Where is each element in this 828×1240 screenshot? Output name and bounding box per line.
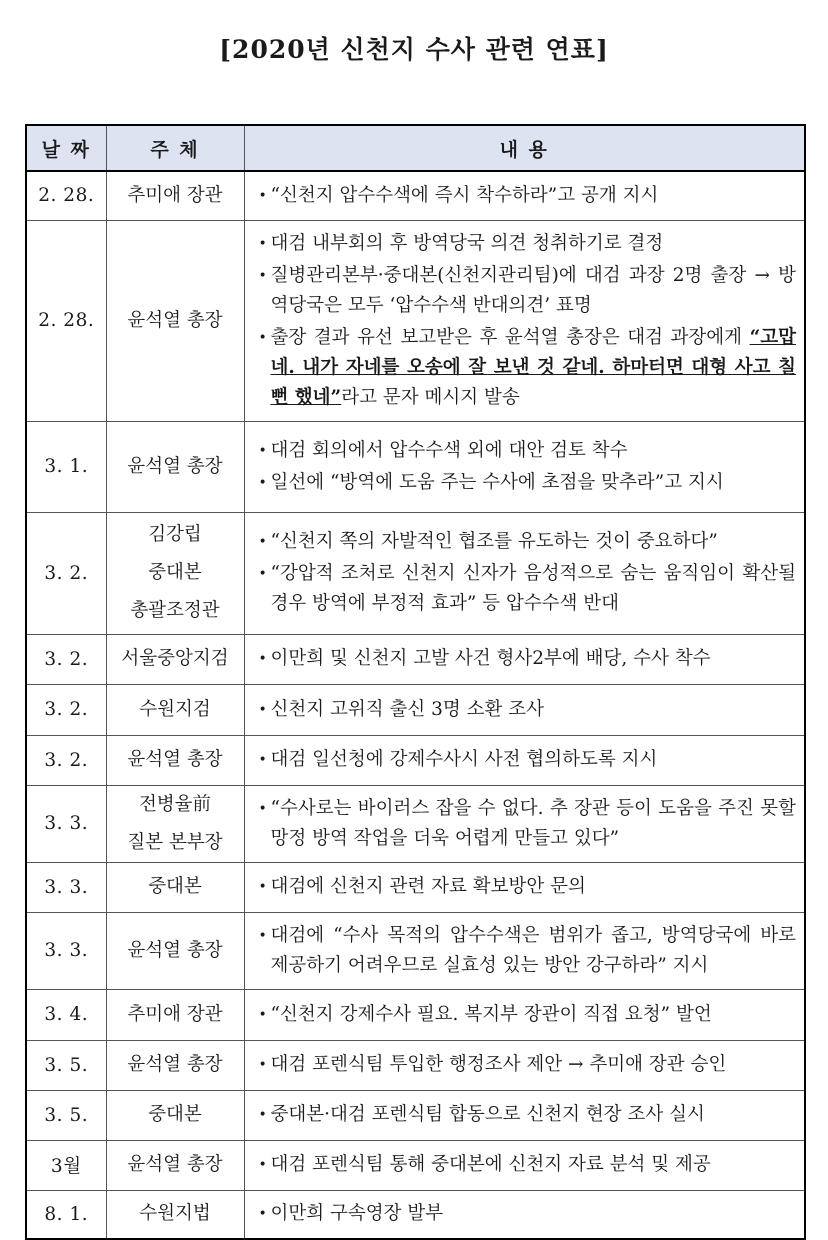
subject-cell	[106, 171, 244, 220]
table-row	[26, 1190, 805, 1239]
bullet-icon: •	[258, 187, 267, 204]
bullet-text-main: 출장 결과 유선 보고받은 후 윤석열 총장은 대검 과장에게	[270, 326, 750, 348]
content-cell	[244, 912, 805, 989]
content-bullet	[259, 695, 797, 725]
bullet-text-main: “신천지 강제수사 필요. 복지부 장관이 직접 요청” 발언	[270, 1003, 712, 1025]
bullet-text	[271, 1100, 797, 1130]
content-bullet	[259, 794, 797, 854]
subject-cell	[106, 1040, 244, 1090]
subject-line: 추미애 장관	[127, 184, 223, 206]
content-cell	[244, 220, 805, 421]
subject-cell	[106, 1140, 244, 1190]
bullet-icon: •	[258, 235, 267, 252]
date-cell: 3. 2.	[26, 512, 106, 634]
content-cell	[244, 634, 805, 684]
table-row	[26, 634, 805, 684]
table-row	[26, 735, 805, 785]
content-bullet	[259, 261, 797, 321]
bullet-text-main: 대검 포렌식팀 통해 중대본에 신천지 자료 분석 및 제공	[270, 1154, 711, 1175]
bullet-icon: •	[258, 566, 267, 582]
table-row	[26, 220, 805, 421]
bullet-text-main: 대검 내부회의 후 방역당국 의견 청취하기로 결정	[270, 232, 664, 254]
table-row	[26, 989, 805, 1040]
bullet-text	[271, 468, 797, 498]
bullet-text-main: 이만희 및 신천지 고발 사건 형사2부에 배당, 수사 착수	[270, 648, 711, 669]
bullet-text	[271, 181, 797, 211]
subject-line: 질본 본부장	[127, 831, 223, 853]
date-cell: 3. 3.	[26, 862, 106, 912]
subject-line: 수원지법	[139, 1203, 211, 1225]
content-cell	[244, 989, 805, 1040]
bullet-text-main: 이만희 구속영장 발부	[270, 1203, 444, 1225]
date-cell: 2. 28.	[26, 220, 106, 421]
content-bullet	[259, 559, 797, 619]
subject-cell	[106, 862, 244, 912]
bullet-text	[271, 229, 797, 259]
content-cell	[244, 512, 805, 634]
subject-cell	[106, 684, 244, 735]
bullet-text-main: 대검에 신천지 관련 자료 확보방안 문의	[270, 876, 586, 897]
bullet-text	[271, 323, 797, 413]
content-bullet	[259, 323, 797, 413]
bullet-text-main: “수사로는 바이러스 잡을 수 없다. 추 장관 등이 도움을 주진 못할망정 방역 작업을 더욱 어렵게 만들고 있다”	[270, 797, 797, 849]
bullet-text	[271, 1199, 797, 1229]
bullet-text	[271, 644, 797, 674]
date-cell: 3. 3.	[26, 912, 106, 989]
subject-line: 중대본	[148, 1104, 202, 1125]
bullet-text-main: 대검에 “수사 목적의 압수수색은 범위가 좁고, 방역당국에 바로 제공하기 어려우므로 실효성 있는 방안 강구하라” 지시	[270, 924, 796, 976]
content-cell	[244, 1190, 805, 1239]
bullet-icon: •	[258, 879, 267, 895]
subject-cell	[106, 1190, 244, 1239]
content-cell	[244, 684, 805, 735]
bullet-icon: •	[258, 701, 267, 718]
subject-line: 윤석열 총장	[127, 939, 223, 961]
table-row	[26, 862, 805, 912]
bullet-icon: •	[258, 651, 267, 667]
bullet-icon: •	[258, 534, 267, 550]
header-subject: 주 체	[106, 125, 244, 171]
bullet-text	[271, 1000, 797, 1030]
subject-cell	[106, 421, 244, 512]
subject-line: 윤석열 총장	[127, 1154, 223, 1175]
content-bullet	[259, 527, 797, 557]
bullet-text	[271, 921, 797, 981]
subject-line: 추미애 장관	[127, 1003, 223, 1025]
bullet-text	[271, 436, 797, 466]
date-cell: 3. 2.	[26, 634, 106, 684]
subject-cell	[106, 220, 244, 421]
bullet-icon: •	[258, 1057, 267, 1073]
timeline-table	[25, 124, 806, 1240]
date-cell: 3. 2.	[26, 735, 106, 785]
date-cell: 2. 28.	[26, 171, 106, 220]
bullet-text-main: 질병관리본부·중대본(신천지관리팀)에 대검 과장 2명 출장 → 방역당국은 모두 ‘압수수색 반대의견’ 표명	[270, 264, 796, 316]
bullet-icon: •	[258, 442, 267, 459]
bullet-text	[271, 794, 797, 854]
content-bullet	[259, 1050, 797, 1080]
subject-line: 서울중앙지검	[121, 648, 229, 669]
content-bullet	[259, 745, 797, 775]
table-row	[26, 684, 805, 735]
subject-line: 중대본	[148, 562, 202, 583]
table-body	[26, 171, 805, 1239]
bullet-icon: •	[258, 1107, 267, 1123]
date-cell: 3. 2.	[26, 684, 106, 735]
date-cell: 8. 1.	[26, 1190, 106, 1239]
content-cell	[244, 1140, 805, 1190]
date-cell: 3. 1.	[26, 421, 106, 512]
subject-line: 윤석열 총장	[127, 749, 223, 770]
date-cell: 3. 5.	[26, 1090, 106, 1140]
bullet-icon: •	[258, 927, 267, 944]
content-bullet	[259, 921, 797, 981]
bullet-icon: •	[258, 474, 267, 491]
subject-line: 중대본	[148, 876, 202, 897]
subject-cell	[106, 1090, 244, 1140]
table-row	[26, 171, 805, 220]
bullet-icon: •	[258, 1206, 267, 1223]
bullet-text-suffix: 라고 문자 메시지 발송	[341, 386, 520, 408]
subject-cell	[106, 785, 244, 862]
table-row	[26, 421, 805, 512]
content-bullet	[259, 1000, 797, 1030]
bullet-text	[271, 1150, 797, 1180]
content-cell	[244, 862, 805, 912]
content-bullet	[259, 468, 797, 498]
bullet-text	[271, 559, 797, 619]
content-bullet	[259, 181, 797, 211]
table-row	[26, 512, 805, 634]
subject-line: 윤석열 총장	[127, 455, 223, 477]
content-cell	[244, 785, 805, 862]
subject-line: 전병율前	[138, 793, 212, 815]
subject-cell	[106, 912, 244, 989]
subject-cell	[106, 735, 244, 785]
bullet-icon: •	[258, 752, 267, 768]
bullet-text	[271, 527, 797, 557]
bullet-icon: •	[258, 1006, 267, 1023]
bullet-text-main: “신천지 쪽의 자발적인 협조를 유도하는 것이 중요하다”	[270, 531, 718, 552]
bullet-text	[271, 695, 797, 725]
subject-line: 윤석열 총장	[127, 309, 223, 331]
bullet-icon: •	[258, 267, 267, 284]
date-cell: 3. 3.	[26, 785, 106, 862]
bullet-text	[271, 261, 797, 321]
bullet-icon: •	[258, 329, 267, 346]
bullet-text-main: 일선에 “방역에 도움 주는 수사에 초점을 맞추라”고 지시	[270, 471, 724, 493]
page-title: [2020년 신천지 수사 관련 연표]	[219, 35, 609, 64]
subject-line: 총괄조정관	[130, 600, 220, 621]
date-cell: 3월	[26, 1140, 106, 1190]
bullet-text-main: 대검 포렌식팀 투입한 행정조사 제안 → 추미애 장관 승인	[270, 1054, 727, 1075]
highlighted-quote: “고맙네. 내가 자네를 오송에 잘 보낸 것 같네. 하마터면 대형 사고 칠 뻔 했네”	[270, 326, 796, 408]
subject-line: 윤석열 총장	[127, 1054, 223, 1075]
content-bullet	[259, 872, 797, 902]
content-bullet	[259, 436, 797, 466]
bullet-text-main: “강압적 조처로 신천지 신자가 음성적으로 숨는 움직임이 확산될 경우 방역에 부정적 효과” 등 압수수색 반대	[270, 563, 796, 614]
bullet-text	[271, 1050, 797, 1080]
bullet-icon: •	[258, 800, 267, 817]
table-header-row	[26, 125, 805, 171]
bullet-text-main: 대검 일선청에 강제수사시 사전 협의하도록 지시	[270, 749, 658, 770]
date-cell: 3. 4.	[26, 989, 106, 1040]
bullet-icon: •	[258, 1157, 267, 1173]
content-bullet	[259, 1100, 797, 1130]
header-date: 날 짜	[26, 125, 106, 171]
subject-cell	[106, 512, 244, 634]
table-row	[26, 912, 805, 989]
bullet-text-main: 대검 회의에서 압수수색 외에 대안 검토 착수	[270, 439, 628, 461]
bullet-text-main: “신천지 압수수색에 즉시 착수하라”고 공개 지시	[270, 184, 659, 206]
table-row	[26, 1090, 805, 1140]
content-bullet	[259, 1150, 797, 1180]
subject-line: 수원지검	[139, 698, 211, 720]
bullet-text-main: 중대본·대검 포렌식팀 합동으로 신천지 현장 조사 실시	[270, 1104, 705, 1125]
content-bullet	[259, 644, 797, 674]
subject-cell	[106, 989, 244, 1040]
bullet-text	[271, 872, 797, 902]
content-cell	[244, 171, 805, 220]
date-cell: 3. 5.	[26, 1040, 106, 1090]
content-bullet	[259, 1199, 797, 1229]
table-row	[26, 785, 805, 862]
content-cell	[244, 421, 805, 512]
table-row	[26, 1040, 805, 1090]
content-cell	[244, 735, 805, 785]
subject-cell	[106, 634, 244, 684]
table-row	[26, 1140, 805, 1190]
content-cell	[244, 1090, 805, 1140]
content-bullet	[259, 229, 797, 259]
bullet-text-main: 신천지 고위직 출신 3명 소환 조사	[270, 698, 544, 720]
bullet-text	[271, 745, 797, 775]
subject-line: 김강립	[148, 524, 202, 545]
content-cell	[244, 1040, 805, 1090]
header-content: 내 용	[244, 125, 805, 171]
